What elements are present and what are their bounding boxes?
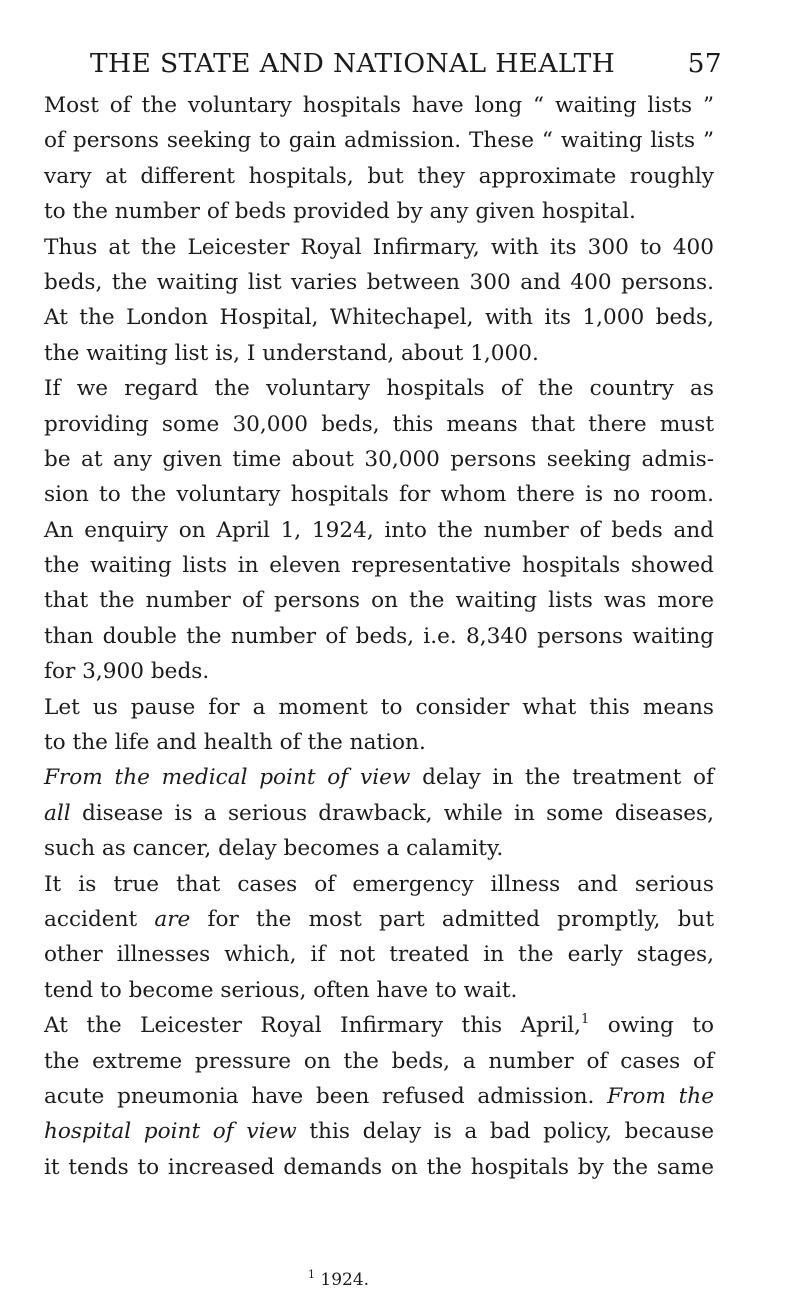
text-line: of persons seeking to gain admission. These “ waiting lists ” xyxy=(44,128,714,154)
line-segment: for the most part admitted promptly, but xyxy=(190,906,714,932)
text-line: Let us pause for a moment to consider what this means xyxy=(44,694,714,720)
line-segment: disease is a serious drawback, while in some diseases, xyxy=(70,800,714,826)
text-line: Most of the voluntary hospitals have long “ waiting lists ” xyxy=(44,93,714,118)
text-line: An enquiry on April 1, 1924, into the number of beds and xyxy=(44,517,714,543)
text-line: vary at different hospitals, but they approximate roughly xyxy=(44,163,714,189)
text-line: tend to become serious, often have to wait. xyxy=(44,977,518,1003)
text-line: such as cancer, delay becomes a calamity. xyxy=(44,836,504,862)
footnote-text: 1924. xyxy=(315,1270,370,1290)
text-line: Thus at the Leicester Royal Infirmary, with its 300 to 400 xyxy=(44,234,714,260)
text-line xyxy=(44,1079,714,1114)
line-segment: owing to xyxy=(589,1013,714,1039)
line-segment: this delay is a bad policy, because xyxy=(296,1119,714,1145)
text-line: sion to the voluntary hospitals for whom there is no room. xyxy=(44,482,714,508)
text-line: other illnesses which, if not treated in the early stages, xyxy=(44,942,714,968)
italic-phrase: From the xyxy=(607,1083,714,1109)
text-line: for 3,900 beds. xyxy=(44,659,210,685)
text-line: that the number of persons on the waiting lists was more xyxy=(44,588,714,614)
running-head xyxy=(90,44,722,84)
footnote xyxy=(308,1268,369,1292)
text-line: the waiting list is, I understand, about 1,000. xyxy=(44,340,539,366)
italic-phrase: are xyxy=(154,906,191,932)
text-line: the extreme pressure on the beds, a number of cases of xyxy=(44,1048,714,1074)
text-line: the waiting lists in eleven representative hospitals showed xyxy=(44,553,714,579)
text-line: to the number of beds provided by any given hospital. xyxy=(44,199,636,225)
line-segment: acute pneumonia have been refused admission. xyxy=(44,1083,608,1109)
line-segment: accident xyxy=(44,906,155,932)
text-line xyxy=(44,796,714,831)
text-line: be at any given time about 30,000 persons seeking admis- xyxy=(44,446,714,472)
text-line: to the life and health of the nation. xyxy=(44,730,426,756)
text-line xyxy=(44,1114,714,1149)
text-line: If we regard the voluntary hospitals of the country as xyxy=(44,376,714,402)
text-line: it tends to increased demands on the hospitals by the same xyxy=(44,1154,714,1180)
text-line: It is true that cases of emergency illness and serious xyxy=(44,871,714,897)
italic-phrase: all xyxy=(44,800,71,826)
footnote-reference: 1 xyxy=(581,1012,590,1028)
page-number: 57 xyxy=(687,48,722,79)
line-segment: At the Leicester Royal Infirmary this April, xyxy=(44,1013,581,1039)
line-segment: delay in the treatment of xyxy=(410,765,714,791)
italic-phrase: From the medical point of view xyxy=(44,765,411,791)
running-head-title: THE STATE AND NATIONAL HEALTH xyxy=(90,48,616,79)
text-line: beds, the waiting list varies between 300 and 400 persons. xyxy=(44,269,714,295)
body-text xyxy=(44,88,714,1185)
text-line: providing some 30,000 beds, this means that there must xyxy=(44,411,714,437)
text-line: At the London Hospital, Whitechapel, with its 1,000 beds, xyxy=(44,305,714,331)
footnote-marker: 1 xyxy=(308,1268,315,1281)
text-line: than double the number of beds, i.e. 8,340 persons waiting xyxy=(44,623,714,649)
text-line xyxy=(44,902,714,937)
text-line xyxy=(44,760,714,795)
text-line xyxy=(44,1008,714,1043)
italic-phrase: hospital point of view xyxy=(44,1119,297,1145)
